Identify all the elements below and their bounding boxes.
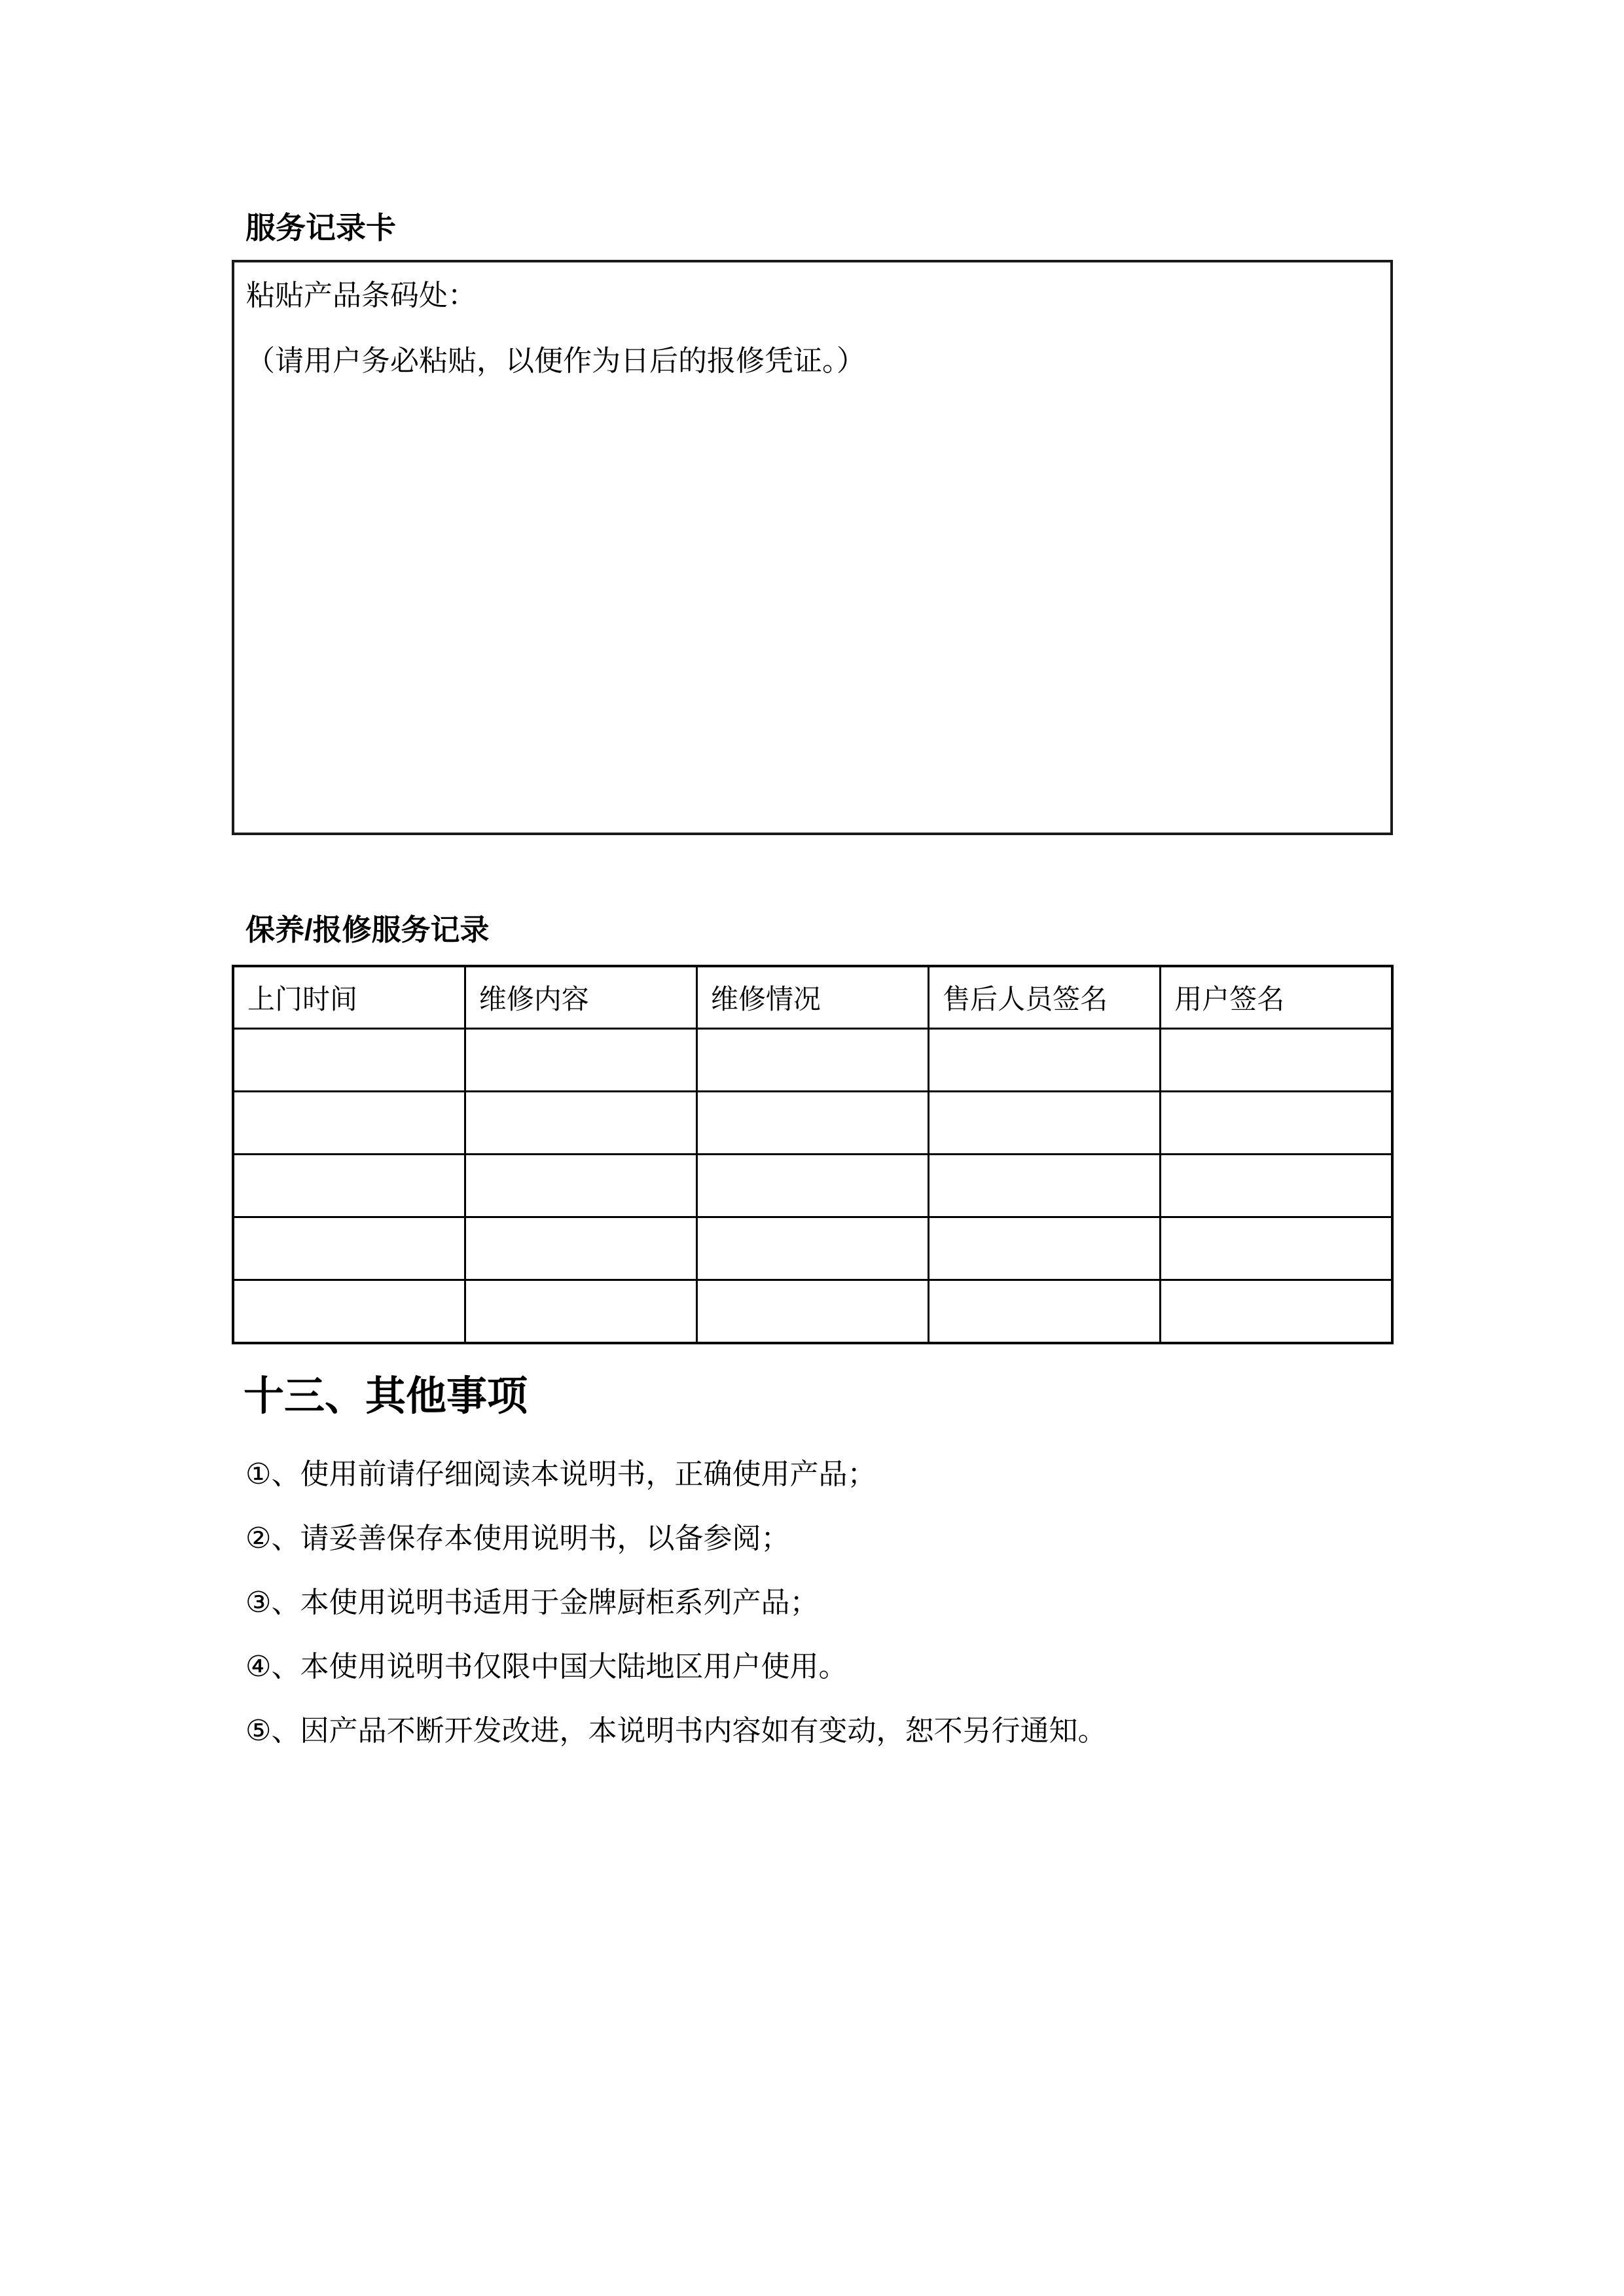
other-matters-item-3: ③、本使用说明书适用于金牌厨柜系列产品； bbox=[245, 1587, 819, 1619]
table-cell bbox=[465, 1092, 696, 1155]
column-header-repair-content: 维修内容 bbox=[465, 966, 696, 1029]
table-cell bbox=[929, 1029, 1161, 1092]
table-cell bbox=[696, 1155, 928, 1217]
table-cell bbox=[233, 1155, 465, 1217]
table-cell bbox=[929, 1217, 1161, 1280]
table-row bbox=[233, 1029, 1392, 1092]
table-cell bbox=[465, 1155, 696, 1217]
table-cell bbox=[696, 1217, 928, 1280]
table-row bbox=[233, 1092, 1392, 1155]
column-header-staff-signature: 售后人员签名 bbox=[929, 966, 1161, 1029]
table-cell bbox=[465, 1280, 696, 1344]
other-matters-item-5: ⑤、因产品不断开发改进，本说明书内容如有变动，恕不另行通知。 bbox=[245, 1715, 1107, 1747]
service-log-body bbox=[233, 1029, 1392, 1344]
table-cell bbox=[1161, 1092, 1392, 1155]
table-cell bbox=[696, 1029, 928, 1092]
other-matters-item-2: ②、请妥善保存本使用说明书，以备参阅； bbox=[245, 1522, 790, 1554]
other-matters-item-1: ①、使用前请仔细阅读本说明书，正确使用产品； bbox=[245, 1458, 876, 1490]
service-log-header bbox=[233, 966, 1392, 1029]
barcode-paste-box bbox=[232, 260, 1393, 835]
column-header-visit-time: 上门时间 bbox=[233, 966, 465, 1029]
table-cell bbox=[929, 1280, 1161, 1344]
table-cell bbox=[929, 1092, 1161, 1155]
table-cell bbox=[1161, 1029, 1392, 1092]
table-cell bbox=[233, 1217, 465, 1280]
column-header-repair-status: 维修情况 bbox=[696, 966, 928, 1029]
other-matters-item-4: ④、本使用说明书仅限中国大陆地区用户使用。 bbox=[245, 1651, 848, 1683]
table-row bbox=[233, 1155, 1392, 1217]
table-cell bbox=[233, 1029, 465, 1092]
service-log-table bbox=[232, 965, 1394, 1344]
table-cell bbox=[929, 1155, 1161, 1217]
table-cell bbox=[233, 1280, 465, 1344]
table-row bbox=[233, 1280, 1392, 1344]
table-cell bbox=[1161, 1217, 1392, 1280]
table-cell bbox=[1161, 1280, 1392, 1344]
table-cell bbox=[465, 1029, 696, 1092]
table-cell bbox=[233, 1092, 465, 1155]
column-header-user-signature: 用户签名 bbox=[1161, 966, 1392, 1029]
table-cell bbox=[696, 1092, 928, 1155]
table-header-row bbox=[233, 966, 1392, 1029]
table-cell bbox=[696, 1280, 928, 1344]
barcode-box-label: 粘贴产品条码处： bbox=[246, 279, 477, 312]
barcode-box-note: （请用户务必粘贴，以便作为日后的报修凭证。） bbox=[246, 345, 865, 377]
service-card-title: 服务记录卡 bbox=[245, 211, 396, 245]
table-cell bbox=[1161, 1155, 1392, 1217]
other-matters-title: 十三、其他事项 bbox=[244, 1374, 528, 1419]
service-log-title: 保养/报修服务记录 bbox=[245, 913, 490, 946]
table-cell bbox=[465, 1217, 696, 1280]
table-row bbox=[233, 1217, 1392, 1280]
